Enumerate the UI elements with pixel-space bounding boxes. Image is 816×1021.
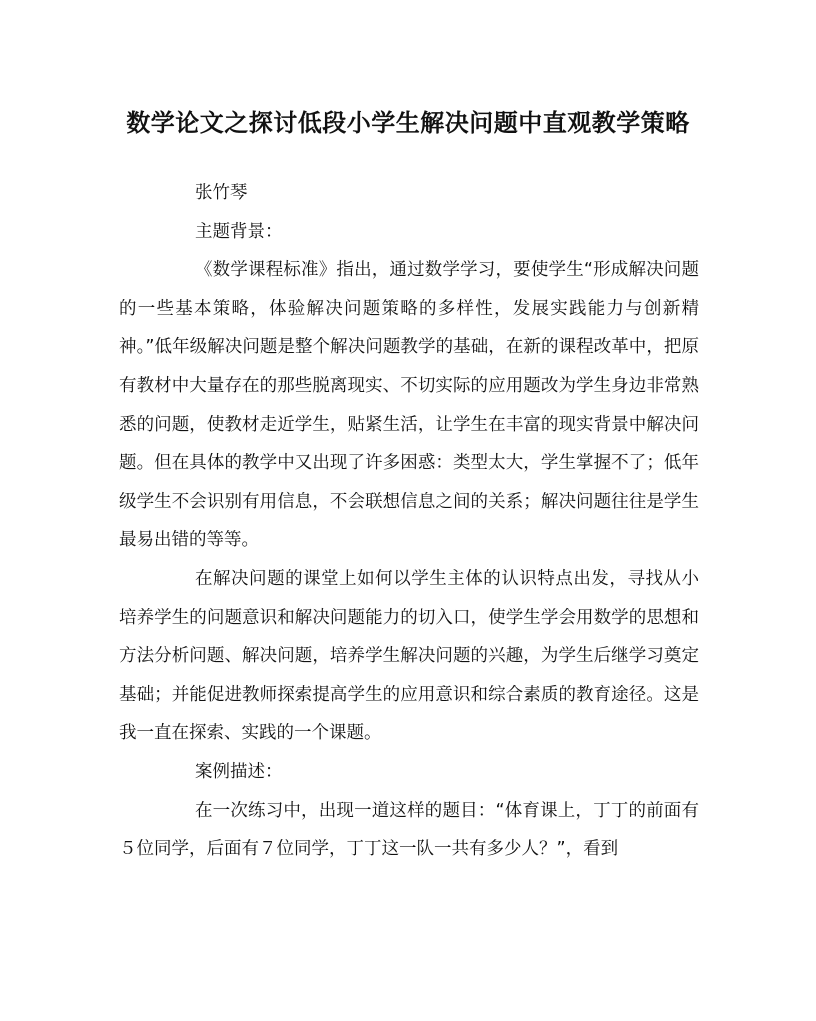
document-title: 数学论文之探讨低段小学生解决问题中直观教学策略 bbox=[126, 108, 690, 137]
paragraph-curriculum: 《数学课程标准》指出，通过数学学习，要使学生“形成解决问题的一些基本策略，体验解决问题策略的多样性，发展实践能力与创新精神。”低年级解决问题是整个解决问题教学的基础，在新的课程改革中，把原有教材中大量存在的那些脱离现实、不切实际的应用题改为学生身边非常熟悉的问题，使教材走近学生，贴紧生活，让学生在丰富的现实背景中解决问题。但在具体的教学中又出现了许多困惑：类型太大，学生掌握不了；低年级学生不会识别有用信息，不会联想信息之间的关系；解决问题往往是学生最易出错的等等。 bbox=[119, 260, 699, 551]
paragraph-problem-solving: 在解决问题的课堂上如何以学生主体的认识特点出发，寻找从小培养学生的问题意识和解决问题能力的切入口，使学生学会用数学的思想和方法分析问题、解决问题，培养学生解决问题的兴趣，为学生后继学习奠定基础；并能促进教师探索提高学生的应用意识和综合素质的教育途径。这是我一直在探索、实践的一个课题。 bbox=[119, 568, 699, 744]
case-heading: 案例描述： bbox=[195, 761, 283, 782]
document-body bbox=[119, 174, 699, 869]
paragraph-case: 在一次练习中，出现一道这样的题目：“体育课上，丁丁的前面有５位同学，后面有７位同学，丁丁这一队一共有多少人？”，看到 bbox=[119, 800, 699, 860]
author-name: 张竹琴 bbox=[195, 183, 248, 203]
background-heading: 主题背景： bbox=[195, 221, 283, 242]
